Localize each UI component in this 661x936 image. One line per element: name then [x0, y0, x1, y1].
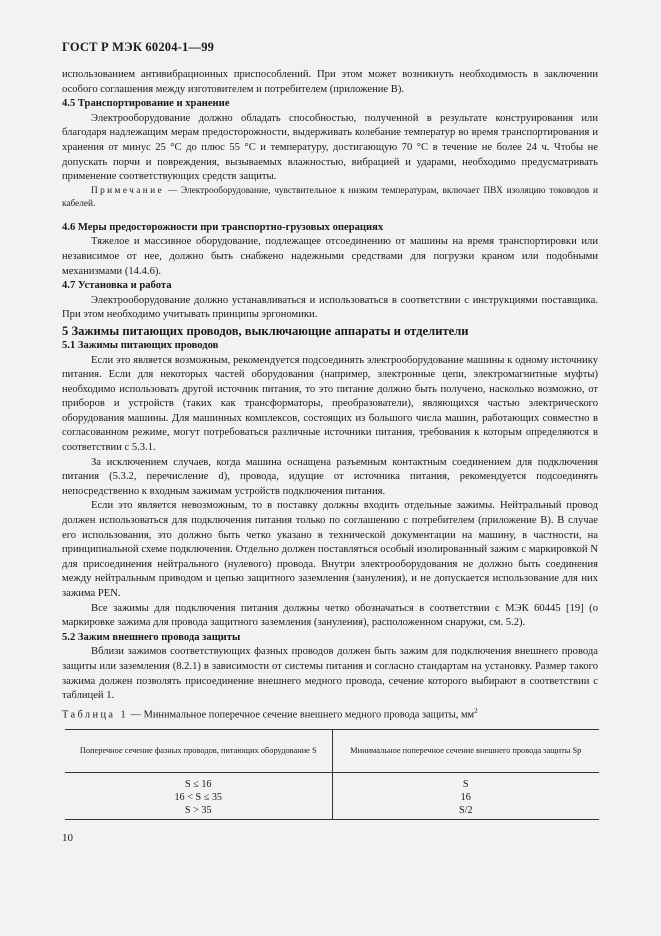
- table-value: 16 < S ≤ 35: [174, 791, 223, 803]
- paragraph-4-7: Электрооборудование должно устанавливаться и использоваться в соответствии с инструкциями поставщика. При этом необходимо учитывать принципы эргономики.: [62, 294, 598, 321]
- paragraph-continuation: использованием антивибрационных приспособлений. При этом может возникнуть необходимость в заключении особого соглашения между изготовителем и потребителем (приложение В).: [62, 69, 598, 95]
- document-body: [62, 68, 598, 820]
- heading-4-7: 4.7 Установка и работа: [62, 280, 172, 292]
- paragraph-4-5: Электрооборудование должно обладать способностью, полученной в результате конструирования или благодаря надлежащим мерам предосторожности, выдерживать колебание температур во время транспортирования и хранения от минус 25 °С до плюс 55 °С и температуру, достигающую 70 °С в течение не более 24 ч. Чтобы не допускать порчи и повреждения, вызываемых влажностью, вибрацией и ударами, необходимо предусматривать применение соответствующих средств защиты.: [62, 112, 598, 183]
- table-value: 16: [460, 791, 471, 803]
- note-label: Примечание: [91, 185, 164, 196]
- table-cell-phase: [65, 772, 332, 819]
- paragraph-5-1-a: Если это является возможным, рекомендуется подсоединять электрооборудование машины к одному источнику питания. Если для некоторых частей оборудования (например, электронные цепи, электромагнитные муфты) необходимо использовать другой источник питания, то это питание должно быть получено, насколько возможно, от приборов и устройств (таких как трансформаторы, преобразователи), являющихся частью электрического оборудования машины. Для машинных комплексов, состоящих из большого числа машин, работающих совместно в согласованном режиме, могут потребоваться различные источники питания, требования к которым определяются в соответствии с 5.3.1.: [62, 354, 598, 454]
- conductor-table: [65, 729, 599, 820]
- paragraph-5-2: Вблизи зажимов соответствующих фазных проводов должен быть зажим для подключения внешнего провода защиты или заземления (8.2.1) в зависимости от системы питания и согласно стандартам на установку. Размер такого зажима должен позволять присоединение внешнего медного провода, сечение которого выбирают в соответствии с таблицей 1.: [62, 646, 598, 702]
- table-value: S: [462, 778, 469, 790]
- table-header-row: [65, 729, 599, 772]
- paragraph-4-6: Тяжелое и массивное оборудование, подлежащее отсоединению от машины на время транспортировки или независимое от нее, должно быть снабжено надежными средствами для погрузки краном или подобными механизмами (14.4.6).: [62, 236, 598, 277]
- table-value: S ≤ 16: [184, 778, 212, 790]
- table-caption-text: — Минимальное поперечное сечение внешнего медного провода защиты, мм: [128, 709, 475, 721]
- table-cell-protective: [332, 772, 599, 819]
- note-text: — Электрооборудование, чувствительное к низким температурам, включает ПВХ изоляцию тоководов и кабелей.: [62, 185, 598, 209]
- table-row: [65, 772, 599, 819]
- table-caption-sup: 2: [474, 706, 478, 715]
- page-number: 10: [62, 832, 73, 844]
- table-value: S/2: [458, 804, 473, 816]
- table-caption: [62, 704, 598, 723]
- heading-5-2: 5.2 Зажим внешнего провода защиты: [62, 631, 241, 643]
- heading-4-6: 4.6 Меры предосторожности при транспортно-грузовых операциях: [62, 221, 384, 233]
- note: [62, 185, 598, 211]
- document-header: ГОСТ Р МЭК 60204-1—99: [62, 40, 215, 54]
- paragraph-5-1-b: За исключением случаев, когда машина оснащена разъемным контактным соединением для подключения питания (5.3.2, перечисление d), провода, идущие от источника питания, рекомендуется подсоединять непосредственно к входным зажимам устройств подключения питания.: [62, 456, 598, 497]
- table-value: S > 35: [184, 804, 212, 816]
- table-caption-label: Таблица 1: [62, 709, 129, 721]
- heading-4-5: 4.5 Транспортирование и хранение: [62, 98, 230, 110]
- paragraph-5-1-c: Если это является невозможным, то в поставку должны входить отдельные зажимы. Нейтральный провод должен использоваться для подключения питания только по соглашению с потребителем (приложение В). В случае его использования, это должно быть четко указано в технической документации на машину, в частности, на принципиальной схеме подключения. Отдельно должен поставляться особый изолированный зажим с маркировкой N для присоединения нейтрального (нулевого) провода. Внутри электрооборудования не должно быть соединения между нейтральным приводом и цепью защитного заземления (зануления), и не допускается использование для них зажима PEN.: [62, 500, 598, 599]
- table-header-phase: Поперечное сечение фазных проводов, питающих оборудование S: [65, 729, 332, 772]
- heading-5-1: 5.1 Зажимы питающих проводов: [62, 339, 219, 351]
- table-header-protective: Минимальное поперечное сечение внешнего провода защиты Sp: [332, 729, 599, 772]
- section-heading-5: 5 Зажимы питающих проводов, выключающие аппараты и отделители: [62, 323, 469, 338]
- paragraph-5-1-d: Все зажимы для подключения питания должны четко обозначаться в соответствии с МЭК 60445 [19] (о маркировке зажима для провода защитного заземления (зануления), расположенном снаружи, см. 5.2).: [62, 602, 598, 629]
